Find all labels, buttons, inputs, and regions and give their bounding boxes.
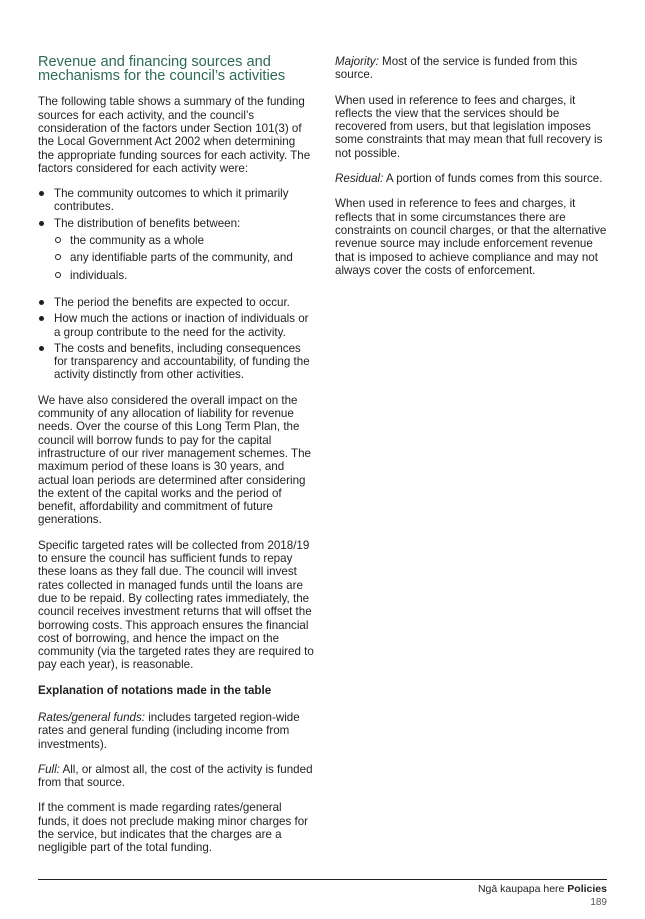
majority-term: Majority: <box>335 55 379 68</box>
targeted-rates-paragraph: Specific targeted rates will be collected from 2018/19 to ensure the council has sufficient funds to repay these loans as they fall due. The council will invest rates collected in managed funds until the loans are due to be repaid. By collecting rates immediately, the council receives investment returns that will offset the borrowing costs. This approach ensures the financial cost of borrowing, and hence the impact on the community (via the targeted rates they are required to pay each year), is reasonable. <box>38 538 314 672</box>
list-item: The costs and benefits, including consequences for transparency and accountability, of funding the activity distinctly from other activities. <box>38 342 314 382</box>
majority-description: Most of the service is funded from this source. <box>335 55 578 82</box>
list-item: How much the actions or inaction of individuals or a group contribute to the need for the activity. <box>38 312 314 339</box>
list-item-label: The distribution of benefits between: <box>54 216 241 230</box>
page-number: 189 <box>590 897 607 908</box>
full-description: All, or almost all, the cost of the activity is funded from that source. <box>38 762 313 790</box>
sub-list-item: the community as a whole <box>54 234 314 247</box>
left-column <box>38 55 314 867</box>
majority-definition <box>335 55 609 82</box>
residual-description: A portion of funds comes from this source. <box>383 172 603 186</box>
benefits-sub-list <box>54 234 314 282</box>
factors-list <box>38 187 314 282</box>
right-column <box>335 55 609 289</box>
residual-definition <box>335 172 609 185</box>
liability-paragraph: We have also considered the overall impact on the community of any allocation of liability for revenue needs. Over the course of this Long Term Plan, the council will borrow funds to pay for the capital infrastructure of our river management schemes. The maximum period of these loans is 30 years, and actual loan periods are determined after considering the extent of the capital works and the period of benefit, affordability and commitment of future generations. <box>38 393 312 527</box>
footer-section-title <box>478 883 607 895</box>
list-item: The period the benefits are expected to occur. <box>38 296 314 309</box>
intro-paragraph: The following table shows a summary of the funding sources for each activity, and the council’s consideration of the factors under Section 101(3) of the Local Government Act 2002 when determining the appropriate funding sources for each activity. The factors considered for each activity were: <box>38 95 311 175</box>
full-term: Full: <box>38 762 60 776</box>
residual-note: When used in reference to fees and charges, it reflects that in some circumstances there are constraints on council charges, or that the alternative revenue source may include enforcement revenue that is imposed to achieve compliance and may not always cover the costs of enforcement. <box>335 197 607 277</box>
section-heading: Revenue and financing sources and mechanisms for the council’s activities <box>38 54 286 85</box>
rates-definition <box>38 711 314 751</box>
footer-divider <box>38 879 607 880</box>
full-note: If the comment is made regarding rates/general funds, it does not preclude making minor charges for the service, but indicates that the charges are a negligible part of the total funding. <box>38 801 309 855</box>
sub-list-item: individuals. <box>54 269 314 282</box>
notations-heading: Explanation of notations made in the table <box>38 683 272 697</box>
full-definition <box>38 763 314 790</box>
factors-list-continued <box>38 296 314 382</box>
residual-term: Residual: <box>335 172 384 186</box>
list-item <box>38 217 314 282</box>
sub-list-item: any identifiable parts of the community, and <box>54 251 314 264</box>
footer-section-bold: Policies <box>567 883 607 895</box>
rates-description: includes targeted region-wide rates and general funding (including income from investments). <box>38 710 300 751</box>
list-item: The community outcomes to which it primarily contributes. <box>38 187 314 214</box>
footer-section-label: Ngā kaupapa here <box>477 883 568 895</box>
majority-note: When used in reference to fees and charges, it reflects the view that the services should be recovered from users, but that legislation imposes some constraints that may mean that full recovery is not possible. <box>335 93 603 160</box>
rates-term: Rates/general funds: <box>38 710 145 724</box>
